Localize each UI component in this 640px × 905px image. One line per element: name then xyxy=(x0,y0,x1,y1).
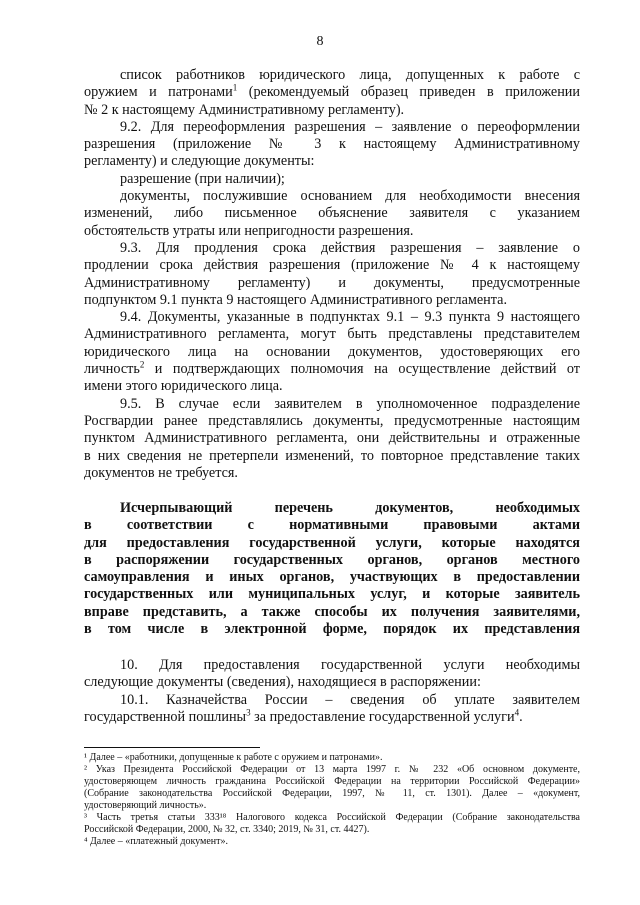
text-line-text: (рекомендуемый образец приведен в приложении xyxy=(237,84,580,101)
text-line xyxy=(84,413,580,430)
text-line xyxy=(84,102,580,119)
text-line-text: документов не требуется. xyxy=(84,464,238,481)
footnote-line-text: Российской Федерации, 2000, № 32, ст. 3340; 2019, № 31, ст. 4427). xyxy=(84,824,370,835)
text-line xyxy=(84,257,580,274)
heading-line xyxy=(84,569,580,586)
text-line xyxy=(84,240,580,257)
text-line xyxy=(84,448,580,465)
text-line-text: Административному регламенту) и документы, предусмотренные xyxy=(84,274,580,291)
heading-line xyxy=(84,621,580,638)
footnote-line-text: ³ Часть третья статьи 333¹⁸ Налогового кодекса Российской Федерации (Собрание законодательства xyxy=(84,812,580,823)
heading-line xyxy=(84,586,580,603)
text-line-text: оружием и патронами xyxy=(84,84,233,101)
text-line-text: и подтверждающих полномочия на осуществление действий от xyxy=(144,361,580,378)
footnote-ref: 1 xyxy=(232,82,238,93)
footnote-line xyxy=(84,764,580,776)
text-line-text: 9.3. Для продления срока действия разрешения – заявление о xyxy=(120,239,580,256)
text-line-text: имени этого юридического лица. xyxy=(84,378,283,395)
text-line xyxy=(84,657,580,674)
text-line xyxy=(84,396,580,413)
text-line xyxy=(84,205,580,222)
text-line-text: следующие документы (сведения), находящиеся в распоряжении: xyxy=(84,674,481,691)
text-line xyxy=(84,275,580,292)
heading-line-text: в распоряжении государственных органов, органов местного xyxy=(84,551,580,568)
footnote-line-text: ¹ Далее – «работники, допущенные к работе с оружием и патронами». xyxy=(84,752,383,763)
text-line-text: документы, послужившие основанием для необходимости внесения xyxy=(120,188,580,205)
text-line-text: подпунктом 9.1 пункта 9 настоящего Административного регламента. xyxy=(84,291,507,308)
heading-line xyxy=(84,517,580,534)
heading-line-text: государственных или муниципальных услуг, и которые заявитель xyxy=(84,586,580,603)
text-line-text: регламенту) и следующие документы: xyxy=(84,153,315,170)
footnote-line-text: ⁴ Далее – «платежный документ». xyxy=(84,836,229,847)
text-line-text: разрешения (приложение № 3 к настоящему Административному xyxy=(84,136,580,153)
heading-line-text: в соответствии с нормативными правовыми актами xyxy=(84,517,580,534)
text-line-text: Росгвардии ранее представлялись документы, предусмотренные настоящим xyxy=(84,412,580,429)
heading-line-text: Исчерпывающий перечень документов, необходимых xyxy=(120,500,580,516)
body-text-top xyxy=(84,67,580,482)
text-line xyxy=(84,153,580,170)
text-line xyxy=(84,67,580,84)
footnote-ref: 2 xyxy=(139,359,145,370)
text-line xyxy=(84,84,580,101)
text-line-text: продлении срока действия разрешения (приложение № 4 к настоящему xyxy=(84,257,580,274)
footnote-line xyxy=(84,824,580,836)
text-line-text: 9.2. Для переоформления разрешения – заявление о переоформлении xyxy=(120,118,580,135)
footnote-ref: 3 xyxy=(246,707,251,718)
text-line xyxy=(84,465,580,482)
footnote-line xyxy=(84,752,580,764)
text-line-text: пунктом Административного регламента, они действительны и отраженные xyxy=(84,430,580,447)
text-line xyxy=(84,692,580,709)
footnote-line xyxy=(84,836,580,848)
text-line-text: обстоятельств утраты или непригодности разрешения. xyxy=(84,222,414,239)
footnote-line xyxy=(84,776,580,788)
text-line-text: юридического лица на основании документов, удостоверяющих его xyxy=(84,343,580,360)
heading-line xyxy=(84,535,580,552)
footnote-line-text: ² Указ Президента Российской Федерации от 13 марта 1997 г. № 232 «Об основном документе, xyxy=(84,764,580,775)
heading-line xyxy=(84,552,580,569)
heading-line-text: в том числе в электронной форме, порядок их представления xyxy=(84,621,580,638)
body-text-bottom xyxy=(84,657,580,726)
text-line-text: список работников юридического лица, допущенных к работе с xyxy=(120,67,580,83)
text-line-text: . xyxy=(519,708,523,725)
text-line-text: № 2 к настоящему Административному регламенту). xyxy=(84,101,405,118)
footnote-ref: 4 xyxy=(514,707,520,718)
text-line-text: 9.4. Документы, указанные в подпунктах 9.1 – 9.3 пункта 9 настоящего xyxy=(120,309,580,326)
footnote-line xyxy=(84,812,580,824)
footnote-line-text: удостоверяющем личность гражданина Российской Федерации на территории Российской Федерации» xyxy=(84,776,580,787)
text-line-text: 10.1. Казначейства России – сведения об уплате заявителем xyxy=(120,691,580,708)
text-line xyxy=(84,361,580,378)
footnote-line xyxy=(84,788,580,800)
text-line-text: личность xyxy=(84,361,140,378)
text-line xyxy=(84,171,580,188)
heading-line-text: вправе представить, а также способы их получения заявителями, xyxy=(84,603,580,620)
text-line-text: 9.5. В случае если заявителем в уполномоченное подразделение xyxy=(120,395,580,412)
text-line xyxy=(84,378,580,395)
text-line xyxy=(84,709,580,726)
text-line xyxy=(84,292,580,309)
text-line xyxy=(84,674,580,691)
heading-line xyxy=(84,604,580,621)
text-line xyxy=(84,119,580,136)
heading-line xyxy=(84,500,580,517)
text-line xyxy=(84,309,580,326)
page-number: 8 xyxy=(316,34,324,49)
text-line-text: в них сведения не претерпели изменений, то повторное представление таких xyxy=(84,447,580,464)
text-line-text: изменений, либо письменное объяснение заявителя с указанием xyxy=(84,205,580,222)
text-line-text: государственной пошлины xyxy=(84,708,247,725)
text-line xyxy=(84,326,580,343)
footnote-line-text: (Собрание законодательства Российской Федерации, 1997, № 11, ст. 1301). Далее – «документ, xyxy=(84,788,580,799)
text-line-text: 10. Для предоставления государственной услуги необходимы xyxy=(120,657,580,673)
text-line xyxy=(84,344,580,361)
text-line-text: Административного регламента, могут быть представлены представителем xyxy=(84,326,580,343)
text-line xyxy=(84,223,580,240)
footnote-line xyxy=(84,800,580,812)
text-line-text: за предоставление государственной услуги xyxy=(250,708,515,725)
footnotes xyxy=(84,752,580,848)
text-line xyxy=(84,188,580,205)
heading-line-text: самоуправления и иных органов, участвующих в предоставлении xyxy=(84,569,580,586)
section-heading xyxy=(84,500,580,638)
text-line-text: разрешение (при наличии); xyxy=(120,170,285,187)
text-line xyxy=(84,430,580,447)
text-line xyxy=(84,136,580,153)
footnote-separator xyxy=(84,747,260,748)
heading-line-text: для предоставления государственной услуги, которые находятся xyxy=(84,534,580,551)
footnote-line-text: удостоверяющий личность». xyxy=(84,800,207,811)
